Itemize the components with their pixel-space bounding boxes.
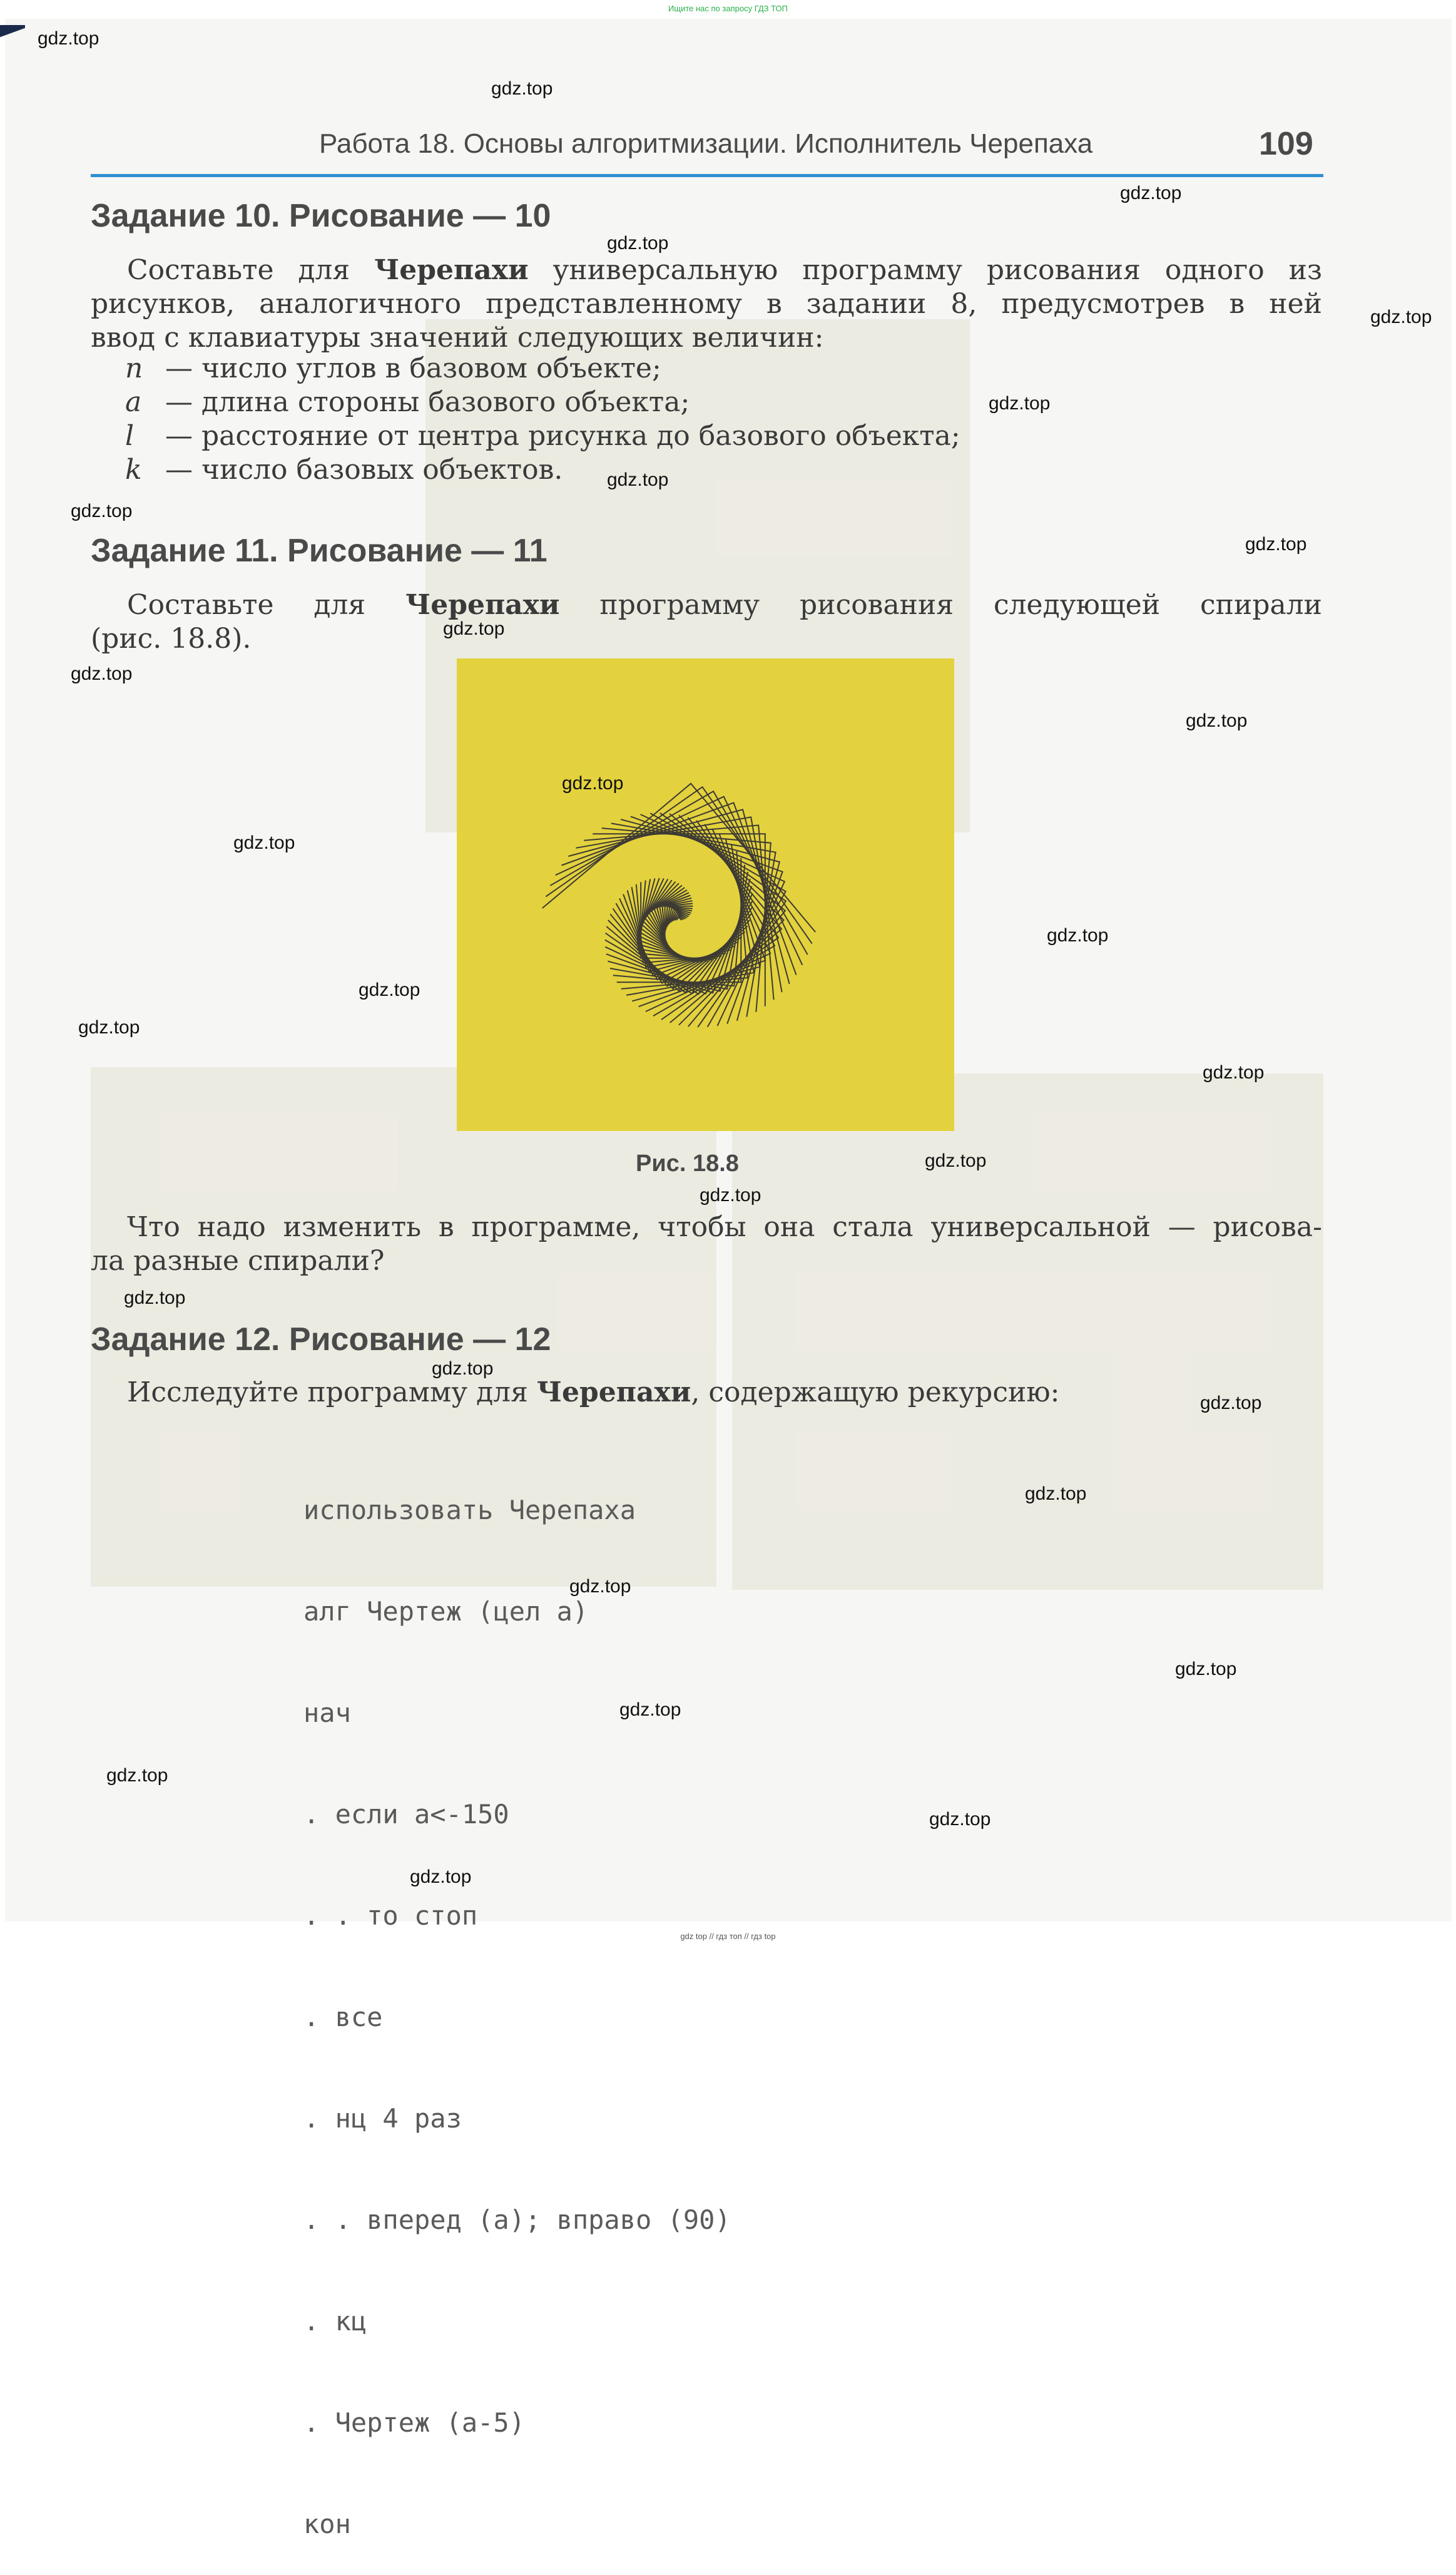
- watermark: gdz.top: [562, 773, 624, 794]
- watermark: gdz.top: [1186, 710, 1248, 731]
- code-line: . Чертеж (а-5): [303, 2407, 526, 2438]
- watermark: gdz.top: [432, 1358, 494, 1379]
- task11-question-line1: Что надо изменить в программе, чтобы она стала универсальной — рисова-: [127, 1211, 1322, 1243]
- code-line: алг Чертеж (цел а): [303, 1596, 589, 1627]
- watermark: gdz.top: [700, 1185, 761, 1206]
- watermark: gdz.top: [1200, 1393, 1262, 1413]
- task10-line2: рисунков, аналогичного представленному в задании 8, предусмотрев в ней: [91, 288, 1322, 320]
- code-line: использовать Черепаха: [303, 1495, 636, 1525]
- watermark: gdz.top: [1370, 307, 1432, 327]
- bleed-through-figure-right: [732, 1073, 1323, 1590]
- code-listing: [303, 1426, 731, 2575]
- watermark: gdz.top: [359, 980, 420, 1000]
- code-line: . . вперед (а); вправо (90): [303, 2204, 731, 2235]
- watermark: gdz.top: [71, 663, 133, 684]
- task11-heading: Задание 11. Рисование — 11: [91, 533, 547, 569]
- code-line: нач: [303, 1697, 351, 1728]
- def-item: k — число базовых объектов.: [125, 454, 563, 486]
- task10-variable-list: [125, 352, 960, 487]
- watermark: gdz.top: [106, 1765, 168, 1786]
- watermark: gdz.top: [71, 501, 133, 521]
- code-line: . . то стоп: [303, 1900, 478, 1931]
- watermark: gdz.top: [989, 393, 1051, 414]
- watermark: gdz.top: [443, 618, 505, 639]
- watermark: gdz.top: [619, 1699, 681, 1720]
- watermark: gdz.top: [491, 78, 553, 99]
- header-rule: [91, 174, 1323, 177]
- watermark: gdz.top: [78, 1017, 140, 1038]
- page-corner-mark: [0, 25, 25, 50]
- def-item: a — длина стороны базового объекта;: [125, 386, 690, 418]
- task10-line1: Составьте для Черепахи универсальную программу рисования одного из: [127, 254, 1323, 286]
- watermark: gdz.top: [1203, 1062, 1265, 1083]
- bottom-promo-link[interactable]: gdz top // гдз топ // гдз top: [680, 1932, 776, 1941]
- watermark: gdz.top: [925, 1150, 987, 1171]
- figure-caption: Рис. 18.8: [636, 1150, 739, 1177]
- page-number: 109: [1259, 126, 1313, 162]
- task10-line3: ввод с клавиатуры значений следующих величин:: [91, 322, 824, 354]
- turtle-term: Черепахи: [405, 589, 560, 621]
- task12-heading: Задание 12. Рисование — 12: [91, 1321, 551, 1358]
- spiral-figure: [457, 658, 954, 1131]
- turtle-term: Черепахи: [374, 254, 529, 286]
- code-line: . все: [303, 2002, 383, 2032]
- watermark: gdz.top: [124, 1288, 186, 1308]
- spiral-drawing: [457, 658, 954, 1131]
- task11-question-line2: ла разные спирали?: [91, 1245, 385, 1277]
- watermark: gdz.top: [1047, 925, 1109, 946]
- code-line: . кц: [303, 2306, 367, 2337]
- watermark: gdz.top: [1245, 534, 1307, 555]
- task11-line2: (рис. 18.8).: [91, 623, 252, 655]
- watermark: gdz.top: [1120, 183, 1182, 203]
- code-line: . если а<-150: [303, 1799, 509, 1830]
- watermark: gdz.top: [607, 469, 669, 490]
- def-item: l — расстояние от центра рисунка до базового объекта;: [125, 420, 960, 452]
- watermark: gdz.top: [1025, 1483, 1087, 1504]
- watermark: gdz.top: [1175, 1659, 1237, 1679]
- turtle-term: Черепахи: [536, 1376, 691, 1408]
- code-line: . нц 4 раз: [303, 2103, 462, 2134]
- watermark: gdz.top: [410, 1866, 472, 1887]
- spiral-squares: [542, 784, 815, 1027]
- watermark: gdz.top: [233, 832, 295, 853]
- task12-intro: Исследуйте программу для Черепахи, содержащую рекурсию:: [127, 1376, 1060, 1408]
- spiral-segment: [610, 872, 748, 989]
- def-item: n — число углов в базовом объекте;: [125, 352, 661, 384]
- watermark: gdz.top: [38, 28, 99, 49]
- task10-heading: Задание 10. Рисование — 10: [91, 198, 551, 234]
- task11-line1: Составьте для Черепахи программу рисования следующей спирали: [127, 589, 1322, 621]
- spiral-segment: [621, 851, 748, 989]
- spiral-segment: [641, 882, 717, 958]
- watermark: gdz.top: [607, 233, 669, 253]
- watermark: gdz.top: [569, 1576, 631, 1597]
- running-head: Работа 18. Основы алгоритмизации. Исполнитель Черепаха: [319, 128, 1093, 159]
- top-promo-link[interactable]: Ищите нас по запросу ГДЗ ТОП: [668, 4, 788, 13]
- code-line: кон: [303, 2509, 351, 2539]
- watermark: gdz.top: [929, 1809, 991, 1830]
